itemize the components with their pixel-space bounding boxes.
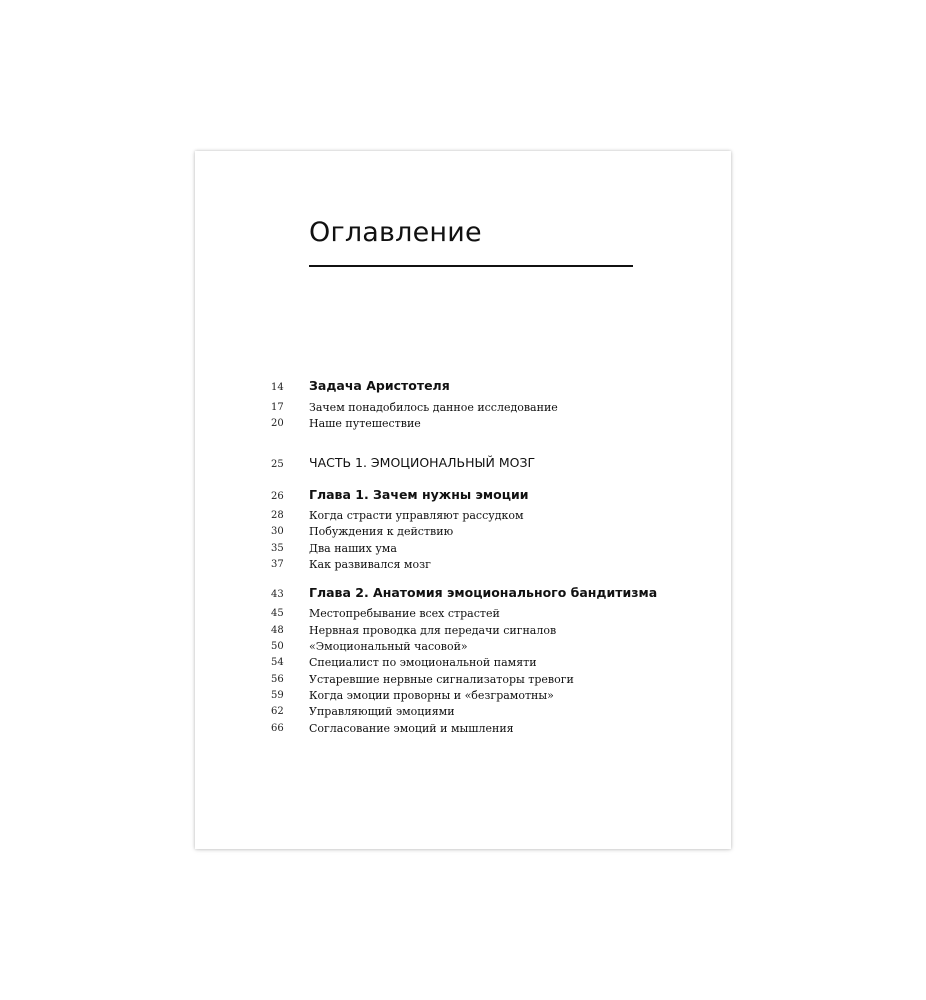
toc-page-number: 26 [271, 491, 284, 502]
toc-page-number: 37 [271, 559, 284, 570]
toc-page-number: 30 [271, 526, 284, 537]
toc-entry [195, 557, 731, 573]
toc-part-label: ЧАСТЬ 1. ЭМОЦИОНАЛЬНЫЙ МОЗГ [309, 455, 536, 470]
toc-entry-label: Устаревшие нервные сигнализаторы тревоги [309, 673, 574, 686]
book-page [195, 151, 731, 849]
toc-entry [195, 688, 731, 704]
toc-entry-label: «Эмоциональный часовой» [309, 640, 468, 653]
toc-entry [195, 623, 731, 639]
toc-part-entry [195, 457, 731, 473]
toc-entry [195, 704, 731, 720]
toc-chapter-label: Глава 2. Анатомия эмоционального бандитизма [309, 585, 658, 600]
toc-page-number: 62 [271, 706, 284, 717]
toc-page-number: 50 [271, 641, 284, 652]
toc-entry-label: Местопребывание всех страстей [309, 607, 500, 620]
toc-page-number: 66 [271, 723, 284, 734]
toc-entry-label: Специалист по эмоциональной памяти [309, 656, 537, 669]
toc-page-number: 43 [271, 589, 284, 600]
toc-entry-label: Наше путешествие [309, 417, 421, 430]
toc-entry [195, 639, 731, 655]
toc-page-number: 20 [271, 418, 284, 429]
toc-entry [195, 400, 731, 416]
toc-chapter-entry [195, 489, 731, 505]
toc-entry [195, 541, 731, 557]
toc-entry [195, 655, 731, 671]
toc-chapter-label: Глава 1. Зачем нужны эмоции [309, 487, 529, 502]
toc-page-number: 25 [271, 459, 284, 470]
toc-entry-label: Как развивался мозг [309, 558, 431, 571]
toc-entry [195, 606, 731, 622]
toc-entry-label: Задача Аристотеля [309, 378, 450, 393]
toc-entry [195, 721, 731, 737]
page-title: Оглавление [309, 217, 482, 248]
toc-entry [195, 524, 731, 540]
toc-page-number: 35 [271, 543, 284, 554]
toc-entry-label: Зачем понадобилось данное исследование [309, 401, 558, 414]
toc-entry-label: Управляющий эмоциями [309, 705, 455, 718]
toc-entry-label: Нервная проводка для передачи сигналов [309, 624, 557, 637]
toc-page-number: 17 [271, 402, 284, 413]
toc-entry [195, 672, 731, 688]
toc-page-number: 14 [271, 382, 284, 393]
toc-entry-label: Когда страсти управляют рассудком [309, 509, 524, 522]
toc-entry-label: Согласование эмоций и мышления [309, 722, 514, 735]
title-underline [309, 265, 633, 267]
toc-entry [195, 508, 731, 524]
toc-chapter-entry [195, 587, 731, 603]
toc-entry-label: Побуждения к действию [309, 525, 454, 538]
toc-page-number: 56 [271, 674, 284, 685]
toc-page-number: 48 [271, 625, 284, 636]
toc-entry-label: Два наших ума [309, 542, 397, 555]
toc-entry-label: Когда эмоции проворны и «безграмотны» [309, 689, 554, 702]
toc-entry [195, 380, 731, 396]
toc-entry [195, 416, 731, 432]
toc-page-number: 45 [271, 608, 284, 619]
toc-page-number: 59 [271, 690, 284, 701]
toc-page-number: 54 [271, 657, 284, 668]
toc-page-number: 28 [271, 510, 284, 521]
